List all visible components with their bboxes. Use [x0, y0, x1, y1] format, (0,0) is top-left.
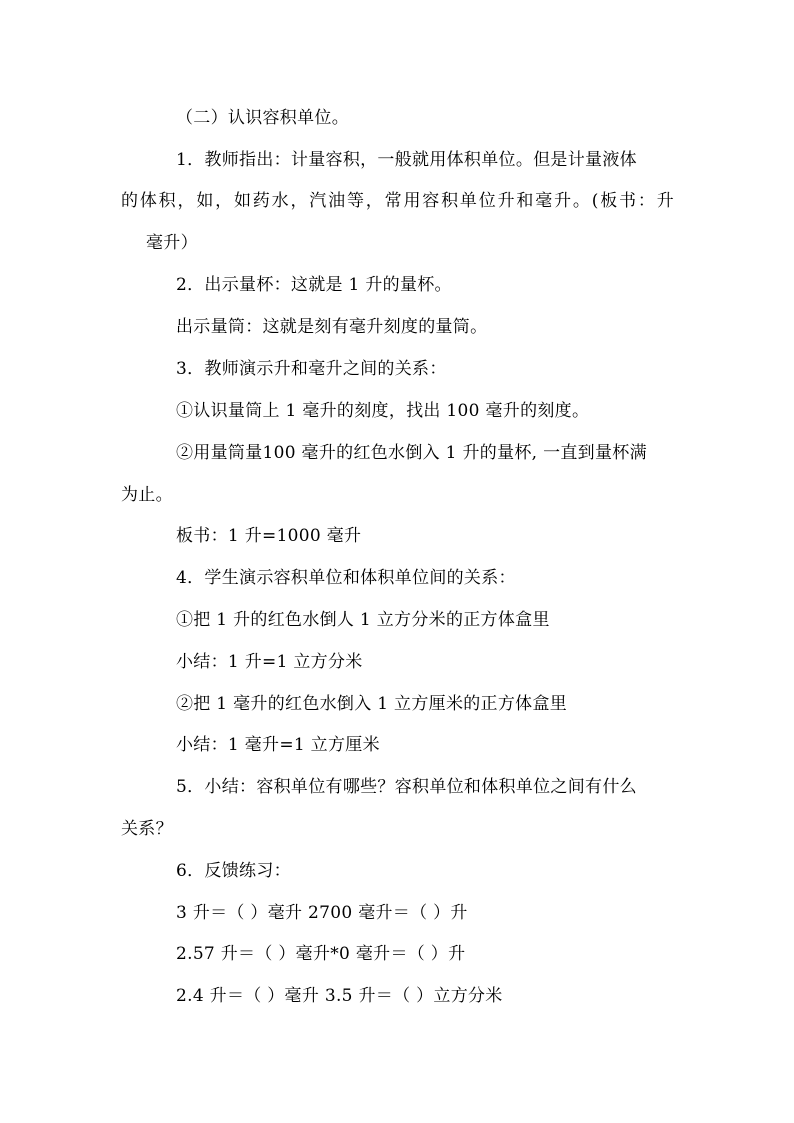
section-heading: （二）认识容积单位。	[176, 108, 349, 128]
paragraph-4a: ①把 1 升的红色水倒人 1 立方分米的正方体盒里	[176, 610, 550, 630]
paragraph-5-line-1: 5．小结：容积单位有哪些？容积单位和体积单位之间有什么	[176, 777, 637, 797]
paragraph-4b-summary: 小结：1 毫升=1 立方厘米	[176, 735, 380, 755]
paragraph-4b: ②把 1 毫升的红色水倒入 1 立方厘米的正方体盒里	[176, 694, 568, 714]
paragraph-3b-line-1: ②用量筒量100 毫升的红色水倒入 1 升的量杯, 一直到量杯满	[176, 443, 647, 463]
paragraph-1-line-1: 1．教师指出：计量容积，一般就用体积单位。但是计量液体	[176, 150, 637, 170]
paragraph-2b: 出示量筒：这就是刻有毫升刻度的量筒。	[176, 317, 488, 337]
paragraph-4a-summary: 小结：1 升=1 立方分米	[176, 652, 363, 672]
paragraph-3: 3．教师演示升和毫升之间的关系：	[176, 359, 447, 379]
exercise-line-2: 2.57 升＝（ ）毫升*0 毫升＝（ ）升	[176, 944, 466, 964]
paragraph-3c: 板书：1 升=1000 毫升	[176, 526, 362, 546]
exercise-line-3: 2.4 升＝（ ）毫升 3.5 升＝（ ）立方分米	[176, 986, 503, 1006]
paragraph-1-line-3: 毫升）	[146, 233, 198, 253]
paragraph-3a: ①认识量筒上 1 毫升的刻度，找出 100 毫升的刻度。	[176, 401, 590, 421]
paragraph-4: 4．学生演示容积单位和体积单位间的关系：	[176, 568, 516, 588]
paragraph-2: 2．出示量杯：这就是 1 升的量杯。	[176, 275, 452, 295]
exercise-line-1: 3 升＝（ ）毫升 2700 毫升＝（ ）升	[176, 903, 468, 923]
paragraph-5-line-2: 关系？	[121, 819, 173, 839]
paragraph-6: 6．反馈练习：	[176, 861, 291, 881]
paragraph-3b-line-2: 为止。	[121, 485, 173, 505]
paragraph-1-line-2: 的体积，如，如药水，汽油等，常用容积单位升和毫升。(板书：升	[121, 191, 674, 211]
